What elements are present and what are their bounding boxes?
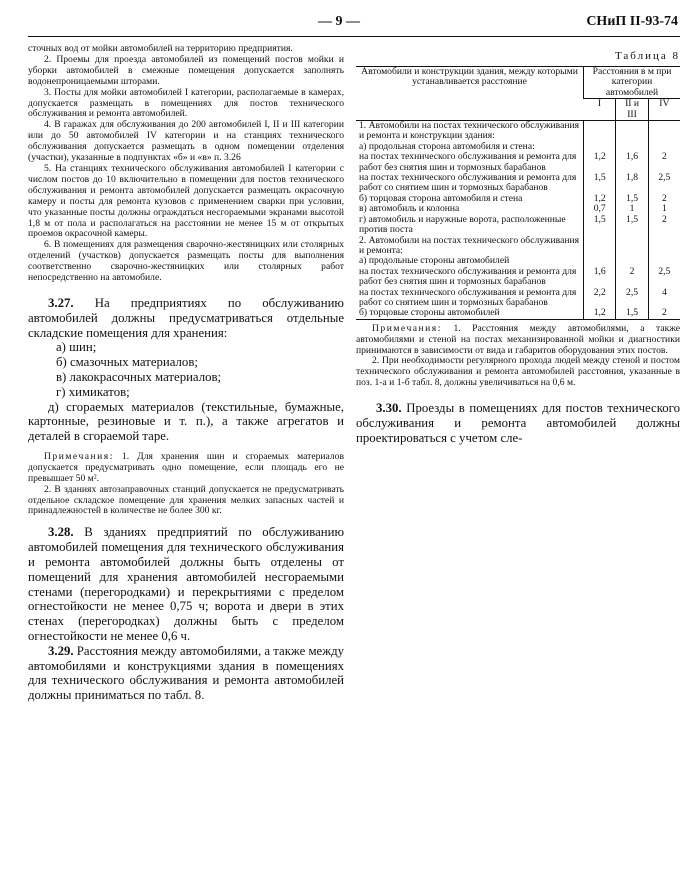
- table-row-label: на постах технического обслуживания и ремонта для работ со снятием шин и тормозных барабанов: [359, 286, 577, 308]
- distance-table: [356, 66, 680, 320]
- intro-paragraph-1: 2. Проемы для проезда автомобилей из помещений постов мойки и уборки автомобилей в смежные помещения допускается заполнять водонепроницаемыми шторами.: [28, 53, 344, 87]
- table-cell-value: [584, 121, 616, 142]
- clause-3-28: [28, 525, 344, 643]
- table-cell-value: 2: [648, 194, 680, 204]
- intro-paragraph-2: 3. Посты для мойки автомобилей I категории, располагаемые в камерах, допускается размещать в помещениях для постов технического обслуживания и ремонта автомобилей.: [28, 86, 344, 120]
- notes-label: Примечания:: [372, 322, 442, 334]
- clause-3-30-number: 3.30.: [376, 401, 402, 416]
- table-row: [356, 152, 680, 173]
- note-3-27-1: [28, 452, 344, 485]
- clause-3-30-text: Проезды в помещениях для постов технического обслуживания и ремонта автомобилей должны проектироваться с учетом сле-: [356, 401, 680, 445]
- notes-label: Примечания:: [44, 450, 114, 462]
- table-notes: [356, 324, 680, 389]
- clause-3-29-number: 3.29.: [48, 643, 74, 658]
- table-row: [356, 215, 680, 236]
- table-row-label: 1. Автомобили на постах технического обслуживания и ремонта и конструкции здания:: [359, 120, 580, 142]
- table-row-label: на постах технического обслуживания и ремонта для работ без снятия шин и тормозных барабанов: [359, 151, 577, 173]
- table-cell-value: 2: [616, 267, 648, 288]
- table-header-cat-1: I: [584, 99, 616, 121]
- table-cell-value: 2,2: [584, 288, 616, 309]
- clause-3-27-number: 3.27.: [48, 295, 74, 310]
- table-cell-value: [648, 121, 680, 142]
- table-cell-value: 1,5: [616, 194, 648, 204]
- table-row: [356, 288, 680, 309]
- table-cell-value: 1,5: [616, 215, 648, 236]
- table-body: [356, 121, 680, 320]
- right-column: [356, 44, 680, 446]
- page-number: — 9 —: [318, 14, 360, 29]
- table-header-cat-2-3: II и III: [616, 99, 648, 121]
- clause-3-30: [356, 401, 680, 445]
- intro-paragraph-3: 4. В гаражах для обслуживания до 200 автомобилей I, II и III категории или до 50 автомобилей IV категории и на станциях технического обслуживания допускается размещать в одном помещении отделения (участки), указанные в подпунктах «б» и «в» п. 3.26: [28, 119, 344, 164]
- table-cell-value: 2: [648, 308, 680, 319]
- table-cell-value: [616, 121, 648, 142]
- table-cell-value: 1,2: [584, 308, 616, 319]
- document-code: СНиП II-93-74: [586, 14, 678, 29]
- intro-paragraph-0: сточных вод от мойки автомобилей на территорию предприятия.: [28, 43, 293, 54]
- table-header-cat-4: IV: [648, 99, 680, 121]
- table-row-label: а) продольные стороны автомобилей: [359, 255, 510, 267]
- table-row-label: а) продольная сторона автомобиля и стена:: [359, 140, 535, 152]
- table-cell-value: [648, 236, 680, 257]
- clause-3-29-text: Расстояния между автомобилями, а также между автомобилями и конструкциями здания в помещениях для технического обслуживания и ремонта автомобилей должны приниматься по табл. 8.: [28, 643, 344, 703]
- table-note-2: 2. При необходимости регулярного прохода людей между стеной и постом технического обслуживания и ремонта автомобилей расстояния, указанные в поз. 1-а и 1-б табл. 8, должны увеличиваться на 0,6 м.: [356, 355, 680, 389]
- clause-3-28-text: В зданиях предприятий по обслуживанию автомобилей помещения для технического обслуживания и ремонта автомобилей должны быть отделены от помещений для хранения автомобилей несгораемыми стенами (перегородками) и перекрытиями с пределом огнестойкости не менее 0,75 ч; ворота и двери в этих стенах (перегородках) должны быть с пределом огнестойкости не менее 0,6 ч.: [28, 525, 345, 643]
- table-row: [356, 121, 680, 142]
- table-cell-value: 0,7: [584, 204, 616, 214]
- note-3-27-2: 2. В зданиях автозаправочных станций допускается не предусматривать отдельное складское помещение для хранения мелких запасных частей и принадлежностей в количестве не более 300 кг.: [28, 483, 344, 517]
- table-cell-value: 2,5: [648, 267, 680, 288]
- table-cell-value: 1,2: [584, 152, 616, 173]
- intro-paragraph-5: 6. В помещениях для размещения сварочно-жестяницких или столярных отделений (участков) допускается размещать посты для выполнения соответственно сварочно-жестяницких или столярных работ непосредственно на автомобиле.: [28, 239, 344, 284]
- list-item: в) лакокрасочных материалов;: [56, 369, 222, 384]
- clause-3-27: [28, 296, 344, 340]
- note-text: 1. Расстояния между автомобилями, а также автомобилями и стеной на постах механизированной мойки и диагностики принимаются в зависимости от вида и габаритов оборудования этих постов.: [356, 322, 680, 356]
- table-title: Таблица 8: [614, 50, 680, 62]
- table-row-label: 2. Автомобили на постах технического обслуживания и ремонта:: [359, 234, 580, 256]
- table-row: [356, 308, 680, 319]
- clause-3-27-text: На предприятиях по обслуживанию автомобилей должны предусматриваться отдельные складские помещения для хранения:: [28, 295, 344, 340]
- table-cell-value: 2,5: [616, 288, 648, 309]
- list-item: г) химикатов;: [56, 384, 130, 399]
- table-cell-value: 1,5: [584, 173, 616, 194]
- note-text: 1. Для хранения шин и сгораемых материалов допускается предусматривать одно помещение, если площадь его не превышает 50 м².: [28, 450, 344, 484]
- header-rule: [28, 36, 680, 37]
- table-cell-value: [584, 236, 616, 257]
- table-note-1: [356, 324, 680, 357]
- table-cell-value: 1: [648, 204, 680, 214]
- table-row-label: г) автомобиль и наружные ворота, расположенные против поста: [359, 213, 566, 236]
- table-cell-value: 2,5: [648, 173, 680, 194]
- clause-3-29: [28, 644, 344, 703]
- table-cell-value: 2: [648, 215, 680, 236]
- list-item: а) шин;: [56, 340, 97, 355]
- intro-paragraph-4: 5. На станциях технического обслуживания автомобилей I категории с числом постов до 10 включительно в помещении для постов технического обслуживания и ремонта автомобилей допускается размещать окрасочную камеру и посты для ремонта кузовов с применением сварки при условии, что указанные посты должны ограждаться несгораемыми экранами высотой 1,8 м от пола и располагаться на расстоянии не менее 15 м от открытых проемов окрасочной камеры.: [28, 162, 344, 240]
- table-cell-value: 1,6: [616, 152, 648, 173]
- table-header-group: Расстояния в м при категории автомобилей: [584, 67, 680, 99]
- table-cell-value: 1: [616, 204, 648, 214]
- left-column: [28, 44, 344, 703]
- table-row: [356, 173, 680, 194]
- list-item: б) смазочных материалов;: [56, 355, 198, 370]
- table-cell-value: 2: [648, 152, 680, 173]
- clause-3-28-number: 3.28.: [48, 525, 74, 540]
- table-cell-value: 1,8: [616, 173, 648, 194]
- table-row: [356, 236, 680, 257]
- table-cell-value: 1,6: [584, 267, 616, 288]
- table-row-label: б) торцовые стороны автомобилей: [359, 307, 500, 319]
- table-row-label: на постах технического обслуживания и ремонта для работ без снятия шин и тормозных барабанов: [359, 265, 577, 288]
- table-cell-value: 1,2: [584, 194, 616, 204]
- list-item: д) сгораемых материалов (текстильные, бумажные, картонные, резиновые и т. п.), а также агрегатов и деталей в сгораемой таре.: [28, 399, 344, 444]
- table-row-label: на постах технического обслуживания и ремонта для работ со снятием шин и тормозных барабанов: [359, 172, 577, 194]
- table-cell-value: 4: [648, 288, 680, 309]
- table-row-label: б) торцовая сторона автомобиля и стена: [359, 192, 523, 204]
- table-row-label: в) автомобиль и колонна: [359, 203, 460, 215]
- table-header-main: Автомобили и конструкции здания, между которыми устанавливается расстояние: [356, 67, 584, 121]
- table-row: [356, 267, 680, 288]
- table-cell-value: 1,5: [584, 215, 616, 236]
- table-cell-value: 1,5: [616, 308, 648, 319]
- table-cell-value: [616, 236, 648, 257]
